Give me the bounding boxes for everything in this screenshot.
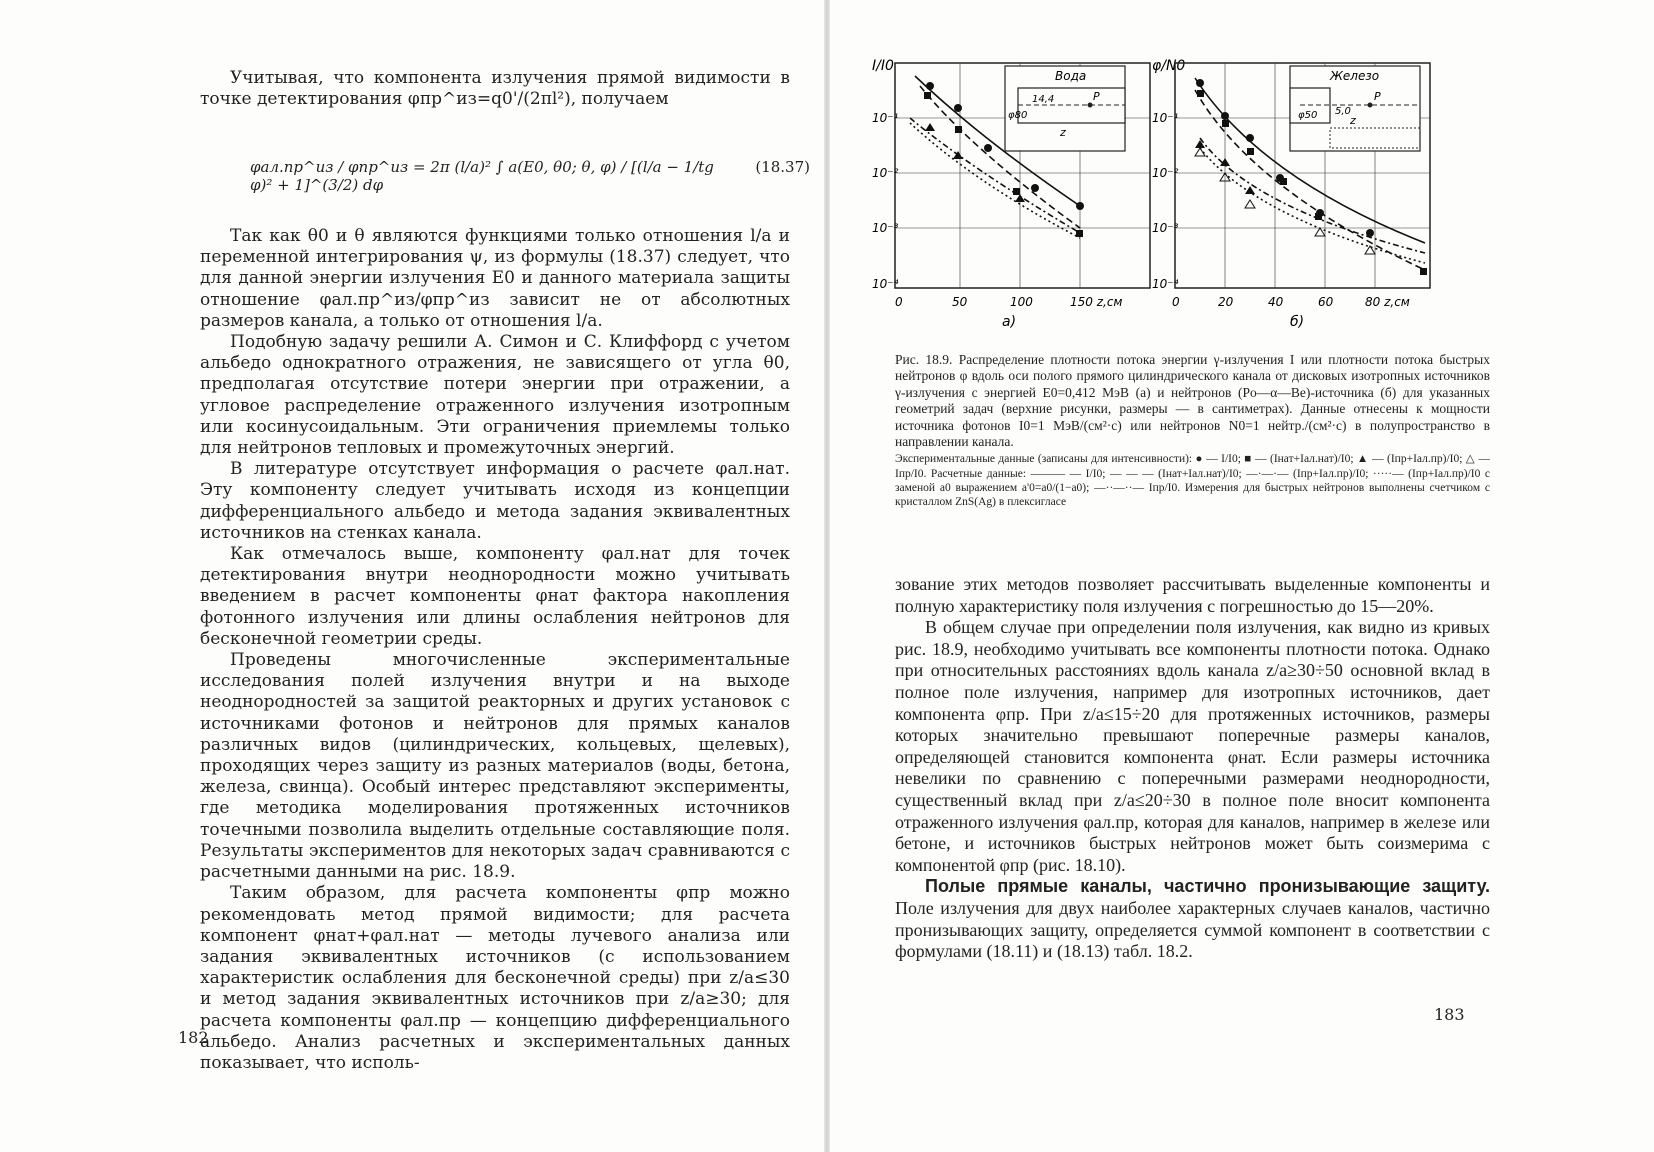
inset-b-material: Железо xyxy=(1330,69,1380,83)
formula-18-37 xyxy=(250,138,810,210)
section-heading: Полые прямые каналы, частично пронизывающие защиту. xyxy=(925,876,1490,897)
ytick-b-3: 10⁻³ xyxy=(1152,221,1179,235)
left-paragraph-3: Подобную задачу решили А. Симон и С. Клиффорд с учетом альбедо однократного отражения, не зависящего от угла θ0, предполагая отсутствие потери энергии при отражении, а угловое распределение отраженного излучения изотропным или косинусоидальным. Эти ограничения приемлемы только для нейтронов тепловых и промежуточных энергий. xyxy=(200,332,790,459)
inset-b-dim: 5,0 xyxy=(1335,106,1351,117)
xtick-b-40: 40 xyxy=(1268,295,1284,309)
ytick-b-4: 10⁻⁴ xyxy=(1152,277,1179,291)
figure-18-9 xyxy=(860,48,1440,333)
ylabel-b: φ/N0 xyxy=(1152,58,1186,74)
inset-a-z: z xyxy=(1060,126,1066,139)
inset-a-dim: 14,4 xyxy=(1032,94,1055,105)
ytick-b-2: 10⁻² xyxy=(1152,166,1179,180)
xtick-a-0: 0 xyxy=(895,295,903,309)
left-paragraph-2: Так как θ0 и θ являются функциями только отношения l/a и переменной интегрирования ψ, из формулы (18.37) следует, что для данной энергии излучения E0 и данного материала защиты отношение φал.пр^из/φпр^из зависит не от абсолютных размеров канала, а только от отношения l/a. xyxy=(200,226,790,331)
inset-b xyxy=(1290,66,1420,151)
left-paragraph-4: В литературе отсутствует информация о расчете φал.нат. Эту компоненту следует учитывать исходя из концепции дифференциального альбедо и метода задания эквивалентных источников на стенках канала. xyxy=(200,459,790,543)
right-page-number: 183 xyxy=(1434,1005,1465,1024)
panel-b-label: б) xyxy=(1290,314,1305,330)
formula-number: (18.37) xyxy=(755,158,810,176)
xtick-a-100: 100 xyxy=(1010,295,1033,309)
ytick-b-1: 10⁻¹ xyxy=(1152,111,1179,125)
panel-a-label: а) xyxy=(1002,314,1017,330)
xtick-b-60: 60 xyxy=(1318,295,1334,309)
inset-b-point: P xyxy=(1374,90,1381,103)
xtick-b-80: 80 z,см xyxy=(1365,295,1410,309)
caption-legend: Экспериментальные данные (записаны для интенсивности): ● — I/I0; ■ — (Iнат+Iал.нат)/I0; ▲ — (Iпр+Iал.пр)/I0; △ — Iпр/I0. Расчетные данные: ——— — I/I0; — — — (Iнат+Iал.нат)/I0; —·—·— (Iпр+Iал.пр)/I0; ·····— (Iпр+Iал.пр)/I0 с заменой a0 выражением a'0=a0/(1−a0); —··—··— Iпр/I0. Измерения для быстрых нейтронов выполнены счетчиком с кристаллом ZnS(Ag) в плексигласе xyxy=(895,453,1490,509)
caption-main: Рис. 18.9. Распределение плотности потока энергии γ-излучения I или плотности потока быстрых нейтронов φ вдоль оси полого прямого цилиндрического канала от дисковых изотропных источников γ-излучения с энергией E0=0,412 МэВ (а) и нейтронов (Po—α—Be)-источника (б) для указанных геометрий задач (верхние рисунки, размеры — в сантиметрах). Данные отнесены к мощности источника фотонов I0=1 МэВ/(см²·с) или нейтронов N0=1 нейтр./(см²·с) в полупространство в направлении канала. xyxy=(895,352,1490,450)
right-paragraph-1: зование этих методов позволяет рассчитывать выделенные компоненты и полную характеристику поля излучения с погрешностью до 15—20%. xyxy=(895,574,1490,616)
ytick-a-1: 10⁻¹ xyxy=(872,111,899,125)
left-paragraph-7: Таким образом, для расчета компоненты φпр можно рекомендовать метод прямой видимости; для расчета компонент φнат+φал.нат — методы лучевого анализа или задания эквивалентных источников (с использованием характеристик ослабления для бесконечной среды) при z/a≤30 и метод задания эквивалентных источников при z/a≥30; для расчета компоненты φал.пр — концепцию дифференциального альбедо. Анализ расчетных и экспериментальных данных показывает, что исполь- xyxy=(200,883,790,1073)
inset-a-diameter: φ80 xyxy=(1008,110,1028,121)
inset-b-z: z xyxy=(1350,114,1356,127)
ytick-a-3: 10⁻³ xyxy=(872,221,899,235)
left-body xyxy=(200,226,790,1074)
xtick-a-150: 150 z,см xyxy=(1070,295,1123,309)
inset-b-diameter: φ50 xyxy=(1298,110,1318,121)
left-page-number: 182 xyxy=(178,1028,209,1047)
right-body xyxy=(895,574,1490,963)
left-paragraph-6: Проведены многочисленные экспериментальные исследования полей излучения внутри и на выходе неоднородностей за защитой реакторных и других установок с источниками фотонов и нейтронов для прямых каналов различных видов (цилиндрических, кольцевых, щелевых), проходящих через защиту из разных материалов (воды, бетона, железа, свинца). Особый интерес представляют эксперименты, где методика моделирования протяженных источников точечными позволила выделить отдельные составляющие поля. Результаты экспериментов для некоторых задач сравниваются с расчетными данными на рис. 18.9. xyxy=(200,650,790,883)
book-spine xyxy=(824,0,830,1152)
inset-a xyxy=(1005,66,1125,151)
ylabel-a: I/I0 xyxy=(872,58,894,74)
inset-a-material: Вода xyxy=(1055,69,1087,83)
formula-body: φал.пр^из / φпр^из = 2π (l/a)² ∫ a(E0, θ0; θ, φ) / [(l/a − 1/tg φ)² + 1]^(3/2) dφ xyxy=(250,158,714,194)
figure-caption xyxy=(895,352,1490,509)
xtick-a-50: 50 xyxy=(952,295,968,309)
xtick-b-20: 20 xyxy=(1218,295,1234,309)
left-paragraph-1: Учитывая, что компонента излучения прямой видимости в точке детектирования φпр^из=q0'/(2πl²), получаем xyxy=(200,68,790,110)
right-paragraph-3: Поле излучения для двух наиболее характерных случаев каналов, частично пронизывающих защиту, определяется суммой компонент в соответствии с формулами (18.11) и (18.13) табл. 18.2. xyxy=(895,897,1490,962)
xtick-b-0: 0 xyxy=(1172,295,1180,309)
ytick-a-2: 10⁻² xyxy=(872,166,899,180)
ytick-a-4: 10⁻⁴ xyxy=(872,277,899,291)
right-paragraph-2: В общем случае при определении поля излучения, как видно из кривых рис. 18.9, необходимо учитывать все компоненты плотности потока. Однако при относительных расстояниях вдоль канала z/a≥30÷50 основной вклад в полное поле излучения, например для изотропных источников, дает компонента φпр. При z/a≤15÷20 для протяженных источников, размеры которых значительно превышают поперечные размеры каналов, определяющей становится компонента φнат. Если размеры источника невелики по сравнению с поперечными размерами неоднородности, существенный вклад при z/a≤20÷30 в полное поле вносит компонента отраженного излучения φал.пр, которая для каналов, например в железе или бетоне, и источников быстрых нейтронов может быть соизмерима с компонентой φпр (рис. 18.10). xyxy=(895,617,1490,875)
inset-a-point: P xyxy=(1093,90,1100,103)
left-paragraph-5: Как отмечалось выше, компоненту φал.нат для точек детектирования внутри неоднородности можно учитывать введением в расчет компоненты φнат фактора накопления фотонного излучения или длины ослабления нейтронов для бесконечной геометрии среды. xyxy=(200,544,790,649)
